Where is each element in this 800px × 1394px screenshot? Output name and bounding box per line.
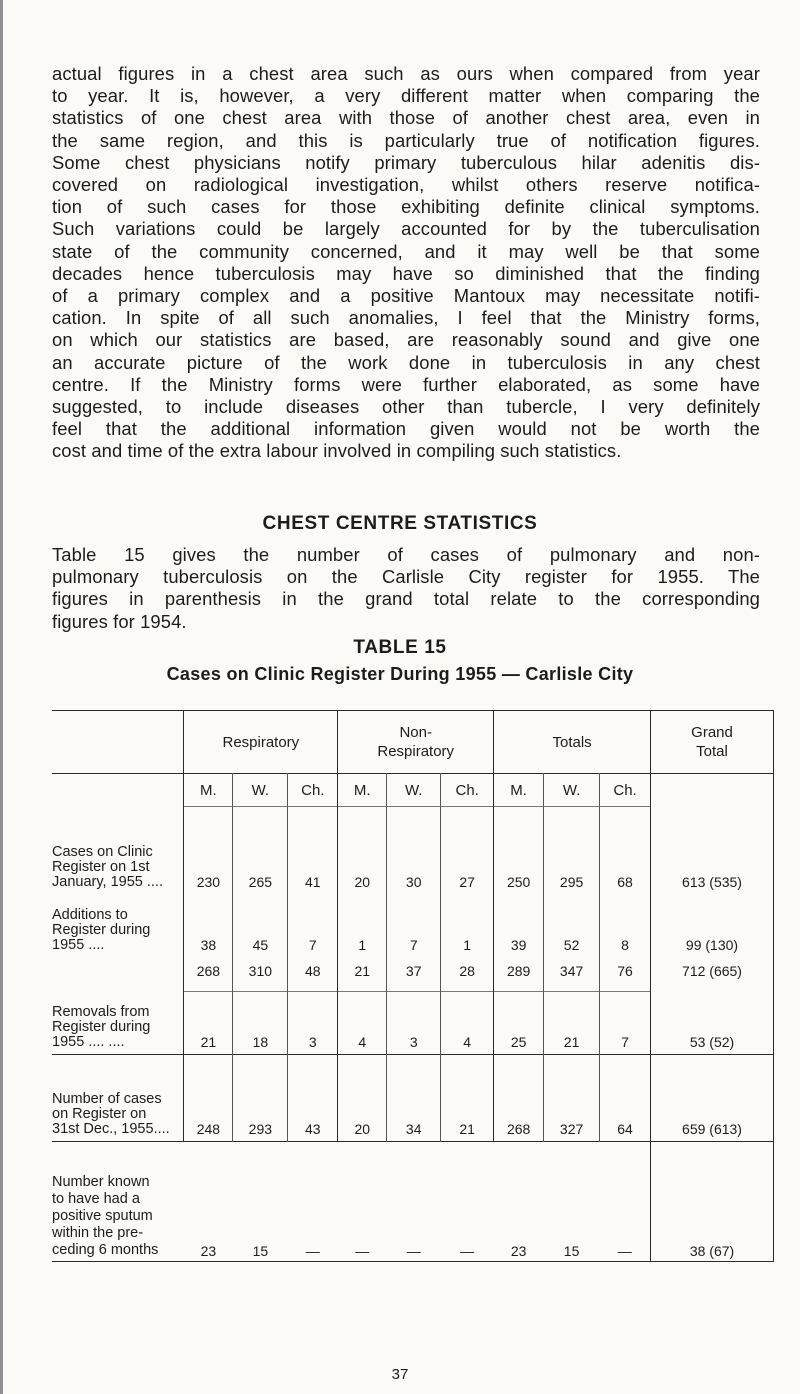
value-cell: 230: [184, 807, 233, 894]
value-cell: 250: [494, 807, 544, 894]
page-number: 37: [391, 1366, 409, 1383]
row-label-line: Number known: [52, 1174, 150, 1190]
row-label-line: Register on 1st: [52, 858, 150, 875]
row-label-line: 31st Dec., 1955....: [52, 1121, 170, 1137]
row-label-line: Register during: [52, 1019, 151, 1035]
value-cell: 248: [184, 1055, 233, 1142]
section-heading: CHEST CENTRE STATISTICS: [262, 513, 538, 534]
table-row: [52, 1142, 774, 1262]
header-non-respiratory-line2: Respiratory: [377, 743, 455, 760]
value-cell: 15: [252, 1243, 269, 1259]
sub-header-cell: Ch.: [288, 774, 338, 807]
value-cell: 3: [387, 992, 441, 1055]
text-line: feel that the additional information given would not be worth the: [52, 418, 760, 440]
header-totals: Totals: [494, 711, 651, 774]
sub-header-grand-blank: [651, 774, 774, 807]
grand-total-cell: 38 (67): [651, 1142, 774, 1262]
value-cell: 21: [338, 957, 387, 992]
text-line: decades hence tuberculosis may have so diminished that the finding: [52, 262, 760, 284]
sub-header-cell: M.: [494, 774, 544, 807]
value-cell: 38: [184, 894, 233, 957]
value-cell: —: [460, 1243, 475, 1259]
header-grand-line2: Total: [696, 743, 728, 760]
row-label-line: on Register on: [52, 1106, 147, 1122]
value-cell: 37: [387, 957, 441, 992]
text-line: cation. In spite of all such anomalies, I feel that the Ministry forms,: [52, 307, 760, 329]
table-row: [52, 1055, 774, 1142]
value-cell: 41: [288, 807, 338, 894]
header-grand-line1: Grand: [691, 724, 733, 741]
sub-header-cell: M.: [338, 774, 387, 807]
value-cell: 30: [387, 807, 441, 894]
value-cell: 45: [233, 894, 288, 957]
value-cell: 76: [600, 957, 651, 992]
value-cell: 20: [338, 807, 387, 894]
text-line: pulmonary tuberculosis on the Carlisle City register for 1955. The: [52, 566, 760, 588]
table-subtitle: Cases on Clinic Register During 1955 — Carlisle City: [166, 664, 634, 684]
table-body: [52, 807, 774, 1262]
row-label: [52, 992, 184, 1055]
value-cell: 28: [441, 957, 494, 992]
table-title: TABLE 15: [353, 637, 447, 658]
body-paragraph-2: [52, 544, 760, 633]
value-cell: 327: [544, 1055, 600, 1142]
value-cell: 7: [387, 894, 441, 957]
text-line: to year. It is, however, a very different matter when comparing the: [52, 85, 760, 107]
table-row: [52, 957, 774, 992]
value-cell: 295: [544, 807, 600, 894]
row-label-line: to have had a: [52, 1191, 140, 1207]
value-cell: 39: [494, 894, 544, 957]
row-label: [52, 807, 184, 894]
sub-header-cell: W.: [233, 774, 288, 807]
grand-total-cell: 53 (52): [651, 992, 774, 1055]
value-cell: 20: [338, 1055, 387, 1142]
text-line: figures in parenthesis in the grand total relate to the corresponding: [52, 588, 760, 610]
row-label-line: 1955 .... ....: [52, 1034, 125, 1050]
row-label-line: ceding 6 months: [52, 1242, 159, 1258]
row-label-line: 1955 ....: [52, 936, 105, 953]
value-cell: 21: [544, 992, 600, 1055]
value-cell: 27: [441, 807, 494, 894]
sub-header-cell: W.: [387, 774, 441, 807]
value-cell: 64: [600, 1055, 651, 1142]
value-cell: 21: [441, 1055, 494, 1142]
value-cell: 48: [288, 957, 338, 992]
table-row: [52, 992, 774, 1055]
text-line: covered on radiological investigation, whilst others reserve notifica-: [52, 174, 760, 196]
header-non-respiratory-line1: Non-: [399, 724, 432, 741]
text-line: statistics of one chest area with those of another chest area, even in: [52, 107, 760, 129]
row-label-line: within the pre-: [52, 1225, 144, 1241]
value-cell: 18: [233, 992, 288, 1055]
row-label-line: positive sputum: [52, 1208, 153, 1224]
value-cell: 21: [184, 992, 233, 1055]
body-paragraph-1: [52, 63, 760, 463]
sub-header-cell: Ch.: [600, 774, 651, 807]
text-line: Such variations could be largely accounted for by the tuberculisation: [52, 218, 760, 240]
value-cell: 34: [387, 1055, 441, 1142]
value-cell: 347: [544, 957, 600, 992]
row-label: [52, 957, 184, 992]
header-grand-total: [651, 711, 774, 774]
row-label-line: Additions to: [52, 906, 128, 923]
value-cell: 310: [233, 957, 288, 992]
value-cell: 43: [288, 1055, 338, 1142]
value-cell: 23: [200, 1243, 217, 1259]
cases-table: [52, 710, 774, 1262]
text-line: on which our statistics are based, are reasonably sound and give one: [52, 329, 760, 351]
value-cell: —: [355, 1243, 370, 1259]
value-cell: —: [305, 1243, 320, 1259]
table-row: [52, 894, 774, 957]
header-non-respiratory: [338, 711, 494, 774]
value-cell: —: [617, 1243, 632, 1259]
sub-header-blank: [52, 774, 184, 807]
row-label: [52, 1055, 184, 1142]
sub-header-cell: W.: [544, 774, 600, 807]
value-cell: 268: [184, 957, 233, 992]
value-cell: 25: [494, 992, 544, 1055]
row-label: [52, 894, 184, 957]
value-cell: 52: [544, 894, 600, 957]
row-label-line: Register during: [52, 921, 151, 938]
row-label-line: Removals from: [52, 1004, 150, 1020]
text-line: of a primary complex and a positive Mantoux may necessitate notifi-: [52, 285, 760, 307]
text-line: cost and time of the extra labour involved in compiling such statistics.: [52, 440, 622, 462]
value-cell: 1: [441, 894, 494, 957]
value-cell: 293: [233, 1055, 288, 1142]
header-respiratory: Respiratory: [184, 711, 338, 774]
text-line: suggested, to include diseases other than tubercle, I very definitely: [52, 396, 760, 418]
row-label-line: Number of cases: [52, 1091, 162, 1107]
grand-total-cell: 613 (535): [651, 807, 774, 894]
value-cell: —: [406, 1243, 421, 1259]
sub-header-cell: M.: [184, 774, 233, 807]
value-cell: 4: [441, 992, 494, 1055]
value-cell: 265: [233, 807, 288, 894]
value-cell: 3: [288, 992, 338, 1055]
value-cell: 68: [600, 807, 651, 894]
table-row: [52, 807, 774, 894]
value-cell: 15: [563, 1243, 580, 1259]
scan-edge: [0, 0, 3, 1394]
text-line: an accurate picture of the work done in tuberculosis in any chest: [52, 351, 760, 373]
value-cell: 4: [338, 992, 387, 1055]
grand-total-cell: 99 (130): [651, 894, 774, 957]
value-cell: 268: [494, 1055, 544, 1142]
value-cell: 289: [494, 957, 544, 992]
grand-total-cell: 659 (613): [651, 1055, 774, 1142]
value-cell: 1: [338, 894, 387, 957]
text-line: Some chest physicians notify primary tuberculous hilar adenitis dis-: [52, 151, 760, 173]
row-label: [52, 1142, 184, 1262]
sub-header-row: [52, 774, 774, 807]
grand-total-cell: 712 (665): [651, 957, 774, 992]
text-line: Table 15 gives the number of cases of pulmonary and non-: [52, 544, 760, 565]
text-line: figures for 1954.: [52, 610, 187, 632]
value-cell: 7: [288, 894, 338, 957]
text-line: state of the community concerned, and it may well be that some: [52, 240, 760, 262]
text-line: actual figures in a chest area such as ours when compared from year: [52, 63, 760, 84]
value-cell: 8: [600, 894, 651, 957]
value-cell: 23: [510, 1243, 527, 1259]
row-label-line: Cases on Clinic: [52, 843, 153, 860]
sub-header-cell: Ch.: [441, 774, 494, 807]
text-line: the same region, and this is particularly true of notification figures.: [52, 129, 760, 151]
row-label-line: January, 1955 ....: [52, 873, 163, 890]
value-cell: 7: [600, 992, 651, 1055]
text-line: tion of such cases for those exhibiting definite clinical symptoms.: [52, 196, 760, 218]
text-line: centre. If the Ministry forms were further elaborated, as some have: [52, 373, 760, 395]
corner-cell: [52, 711, 184, 774]
